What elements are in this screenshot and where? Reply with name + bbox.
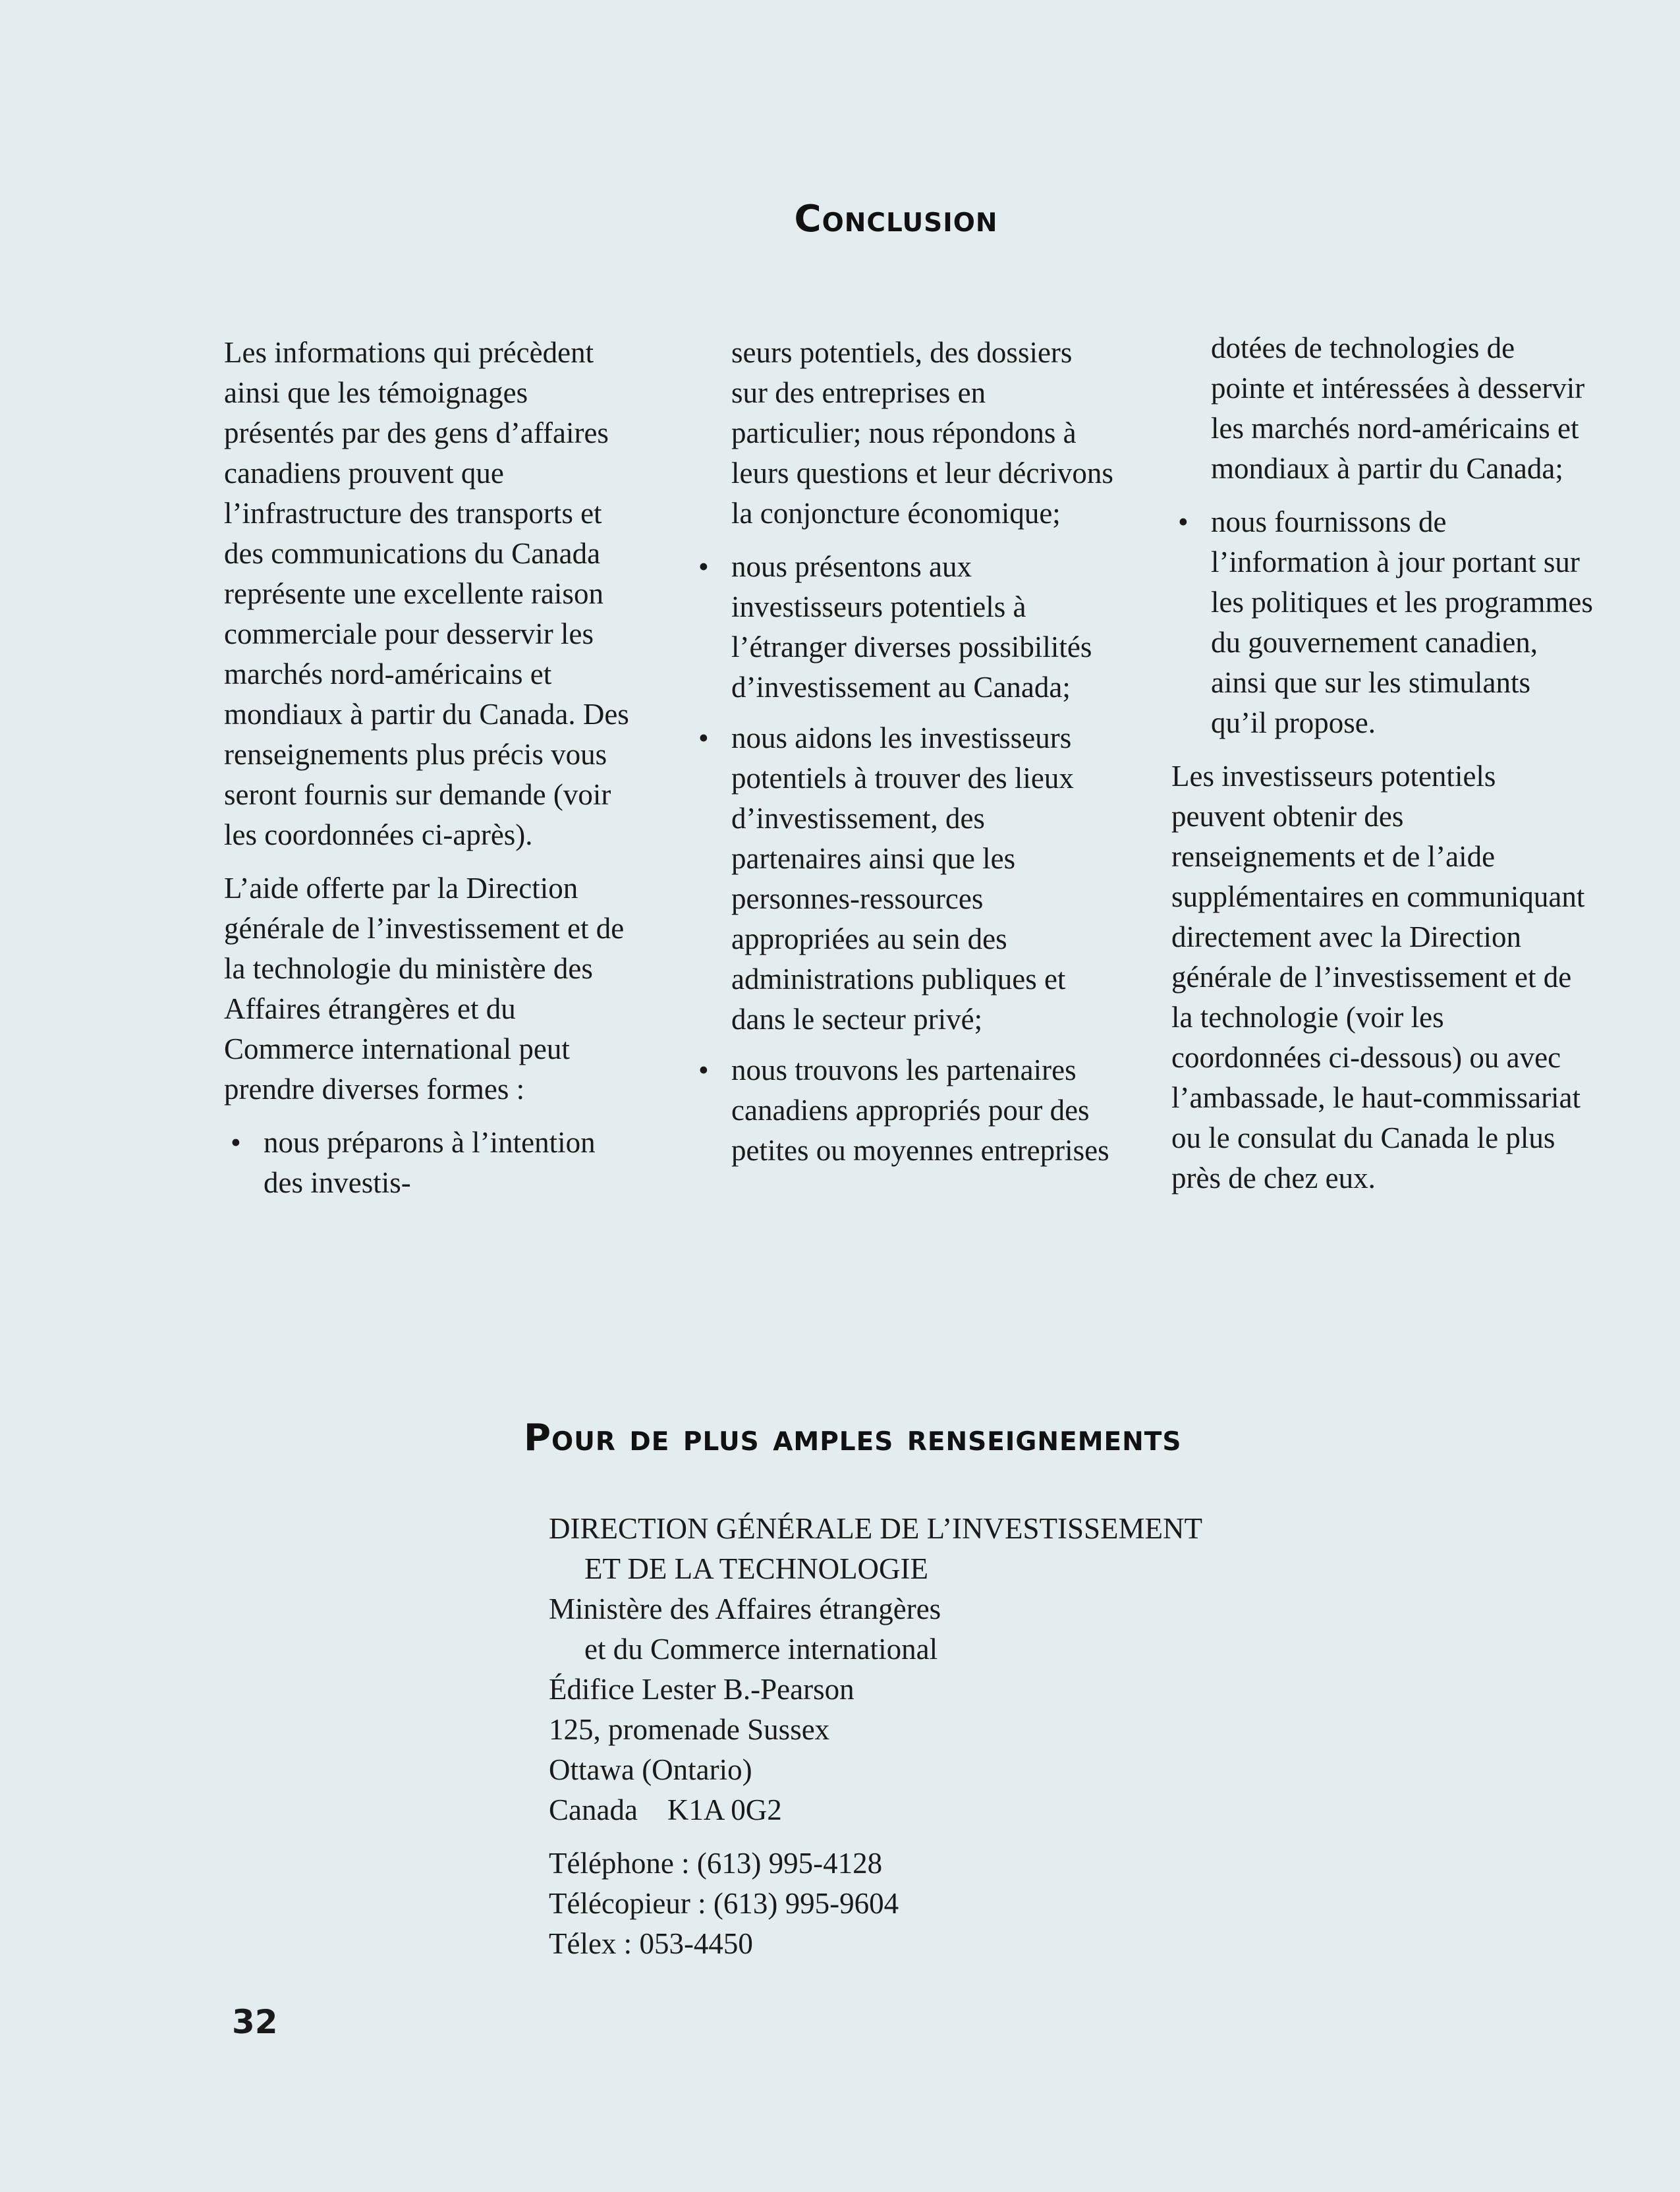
assistance-paragraph: L’aide offerte par la Direction générale de l’investissement et de la technologie du ministère des Affaires étrangères et du Commerce international peut prendre diverses formes : [224,872,625,1106]
closing-paragraph: Les investisseurs potentiels peuvent obtenir des renseignements et de l’aide supplémentaires en communiquant directement avec la Direction générale de l’investissement et de la technologie (voir les coordonnées ci-dessous) ou avec l’ambassade, le haut-commissariat ou le consulat du Canada le plus près de chez eux. [1171,760,1585,1194]
assistance-list [224,1123,632,1203]
assistance-list-end [1171,502,1593,743]
column-1 [224,333,632,1216]
list-item-continuation: dotées de technologies de pointe et intéressées à desservir les marchés nord-américains et mondiaux à partir du Canada; [1211,331,1585,485]
column-2 [692,333,1113,1184]
street-line: 125, promenade Sussex [549,1713,830,1746]
list-item-text: nous aidons les investisseurs potentiels à trouver des lieux d’investissement, des partenaires ainsi que les personnes-ressources appropriées au sein des administrations publiques et dans le secteur privé; [731,721,1074,1036]
list-item-text: nous préparons à l’intention des investis- [264,1126,596,1199]
list-item [692,718,1113,1040]
list-item [692,547,1113,708]
ministry-line-1: Ministère des Affaires étrangères [549,1592,941,1625]
bullet-icon: • [698,1054,709,1086]
fax-line: Télécopieur : (613) 995-9604 [549,1887,899,1920]
contact-address [549,1509,1405,1964]
conclusion-heading: Conclusion [794,198,998,240]
ministry-line-2: et du Commerce international [584,1633,938,1666]
org-line-2: ET DE LA TECHNOLOGIE [584,1552,929,1585]
list-item [692,1050,1113,1171]
bullet-icon: • [231,1126,241,1159]
bullet-icon: • [698,550,709,583]
bullet-icon: • [698,721,709,754]
list-item [1171,502,1593,743]
list-item-text: nous trouvons les partenaires canadiens appropriés pour des petites ou moyennes entreprises [731,1054,1109,1167]
assistance-list-cont [692,547,1113,1171]
city-line: Ottawa (Ontario) [549,1753,752,1786]
org-line-1: DIRECTION GÉNÉRALE DE L’INVESTISSEMENT [549,1512,1202,1545]
list-item [224,1123,632,1203]
more-info-heading: Pour de plus amples renseignements [524,1417,1182,1459]
country-postal-line: Canada K1A 0G2 [549,1793,782,1826]
page-number: 32 [232,2003,278,2041]
phone-line: Téléphone : (613) 995-4128 [549,1847,883,1880]
intro-paragraph: Les informations qui précèdent ainsi que les témoignages présentés par des gens d’affaires canadiens prouvent que l’infrastructure des transports et des communications du Canada représente une excellente raison commerciale pour desservir les marchés nord-américains et mondiaux à partir du Canada. Des renseignements plus précis vous seront fournis sur demande (voir les coordonnées ci-après). [224,336,629,851]
column-3 [1171,328,1593,1212]
list-item-continuation: seurs potentiels, des dossiers sur des entreprises en particulier; nous répondons à leurs questions et leur décrivons la conjoncture économique; [731,336,1113,530]
list-item-text: nous fournissons de l’information à jour portant sur les politiques et les programmes du gouvernement canadien, ainsi que sur les stimulants qu’il propose. [1211,505,1593,739]
bullet-icon: • [1178,505,1189,538]
building-line: Édifice Lester B.-Pearson [549,1673,854,1706]
list-item-text: nous présentons aux investisseurs potentiels à l’étranger diverses possibilités d’investissement au Canada; [731,550,1092,704]
telex-line: Télex : 053-4450 [549,1927,753,1960]
